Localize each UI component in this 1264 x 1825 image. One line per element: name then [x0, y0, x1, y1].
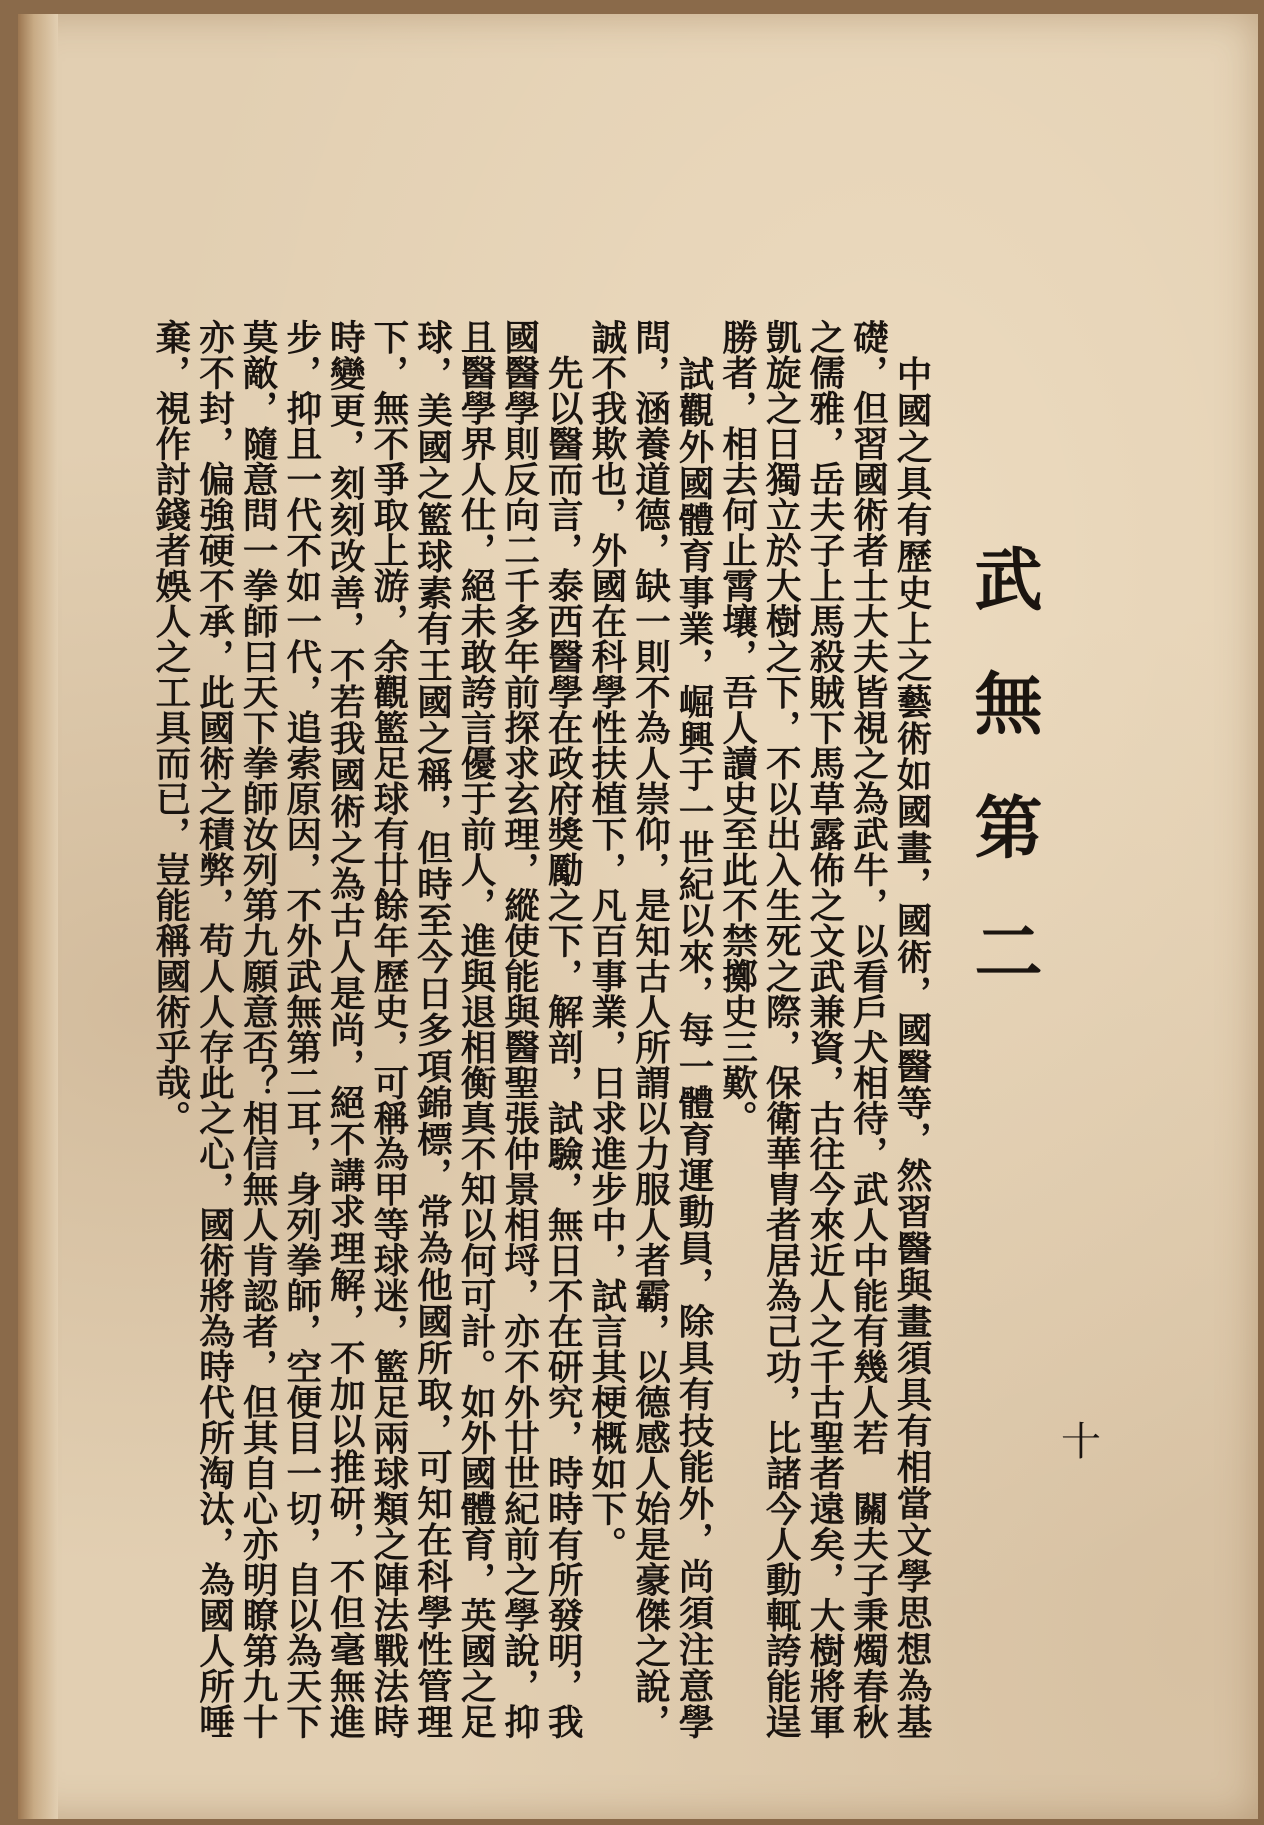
page — [18, 14, 1258, 1819]
book-spine-shadow — [18, 14, 58, 1819]
page-title: 武無第二 — [963, 544, 1043, 1040]
paragraph-1: 中國之具有歷史上之藝術如國畫，國術，國醫等，然習醫與畫須具有相當文學思想為基礎，但習國術者士大夫皆視之為武牛，以看戶犬相待，武人中能有幾人若 關夫子秉燭春秋之儒雅，岳夫子上馬殺賊下馬草露佈之文武兼資，古往今來近人之千古聖者遠矣，大樹將軍凱旋之日獨立於大樹之下，不以出入生死之際，保衛華胄者居為己功，比諸今人動輒誇能逞勝者，相去何止霄壤，吾人讀史至此不禁擲史三歎。 — [716, 319, 932, 1739]
paragraph-3: 先以醫而言，泰西醫學在政府獎勵之下，解剖，試驗，無日不在研究，時時有所發明，我國醫學則反向二千多年前探求玄理，縱使能與醫聖張仲景相埒，亦不外廿世紀前之學說，抑且醫學界人仕，絕未敢誇言優于前人，進與退相衡真不知以何可計。如外國體育，英國之足球，美國之籃球素有王國之稱，但時至今日多項錦標，常為他國所取，可知在科學性管理下，無不爭取上游，余觀籃足球有廿餘年歷史，可稱為甲等球迷，籃足兩球類之陣法戰法時時變更，刻刻改善，不若我國術之為古人是尚，絕不講求理解，不加以推研，不但毫無進步，抑且一代不如一代，追索原因，不外武無第二耳，身列拳師，空便目一切，自以為天下莫敵，隨意問一拳師曰天下拳師汝列第九願意否？相信無人肯認者，但其自心亦明瞭第九十亦不封，偏強硬不承，此國術之積弊，苟人人存此之心，國術將為時代所淘汰，為國人所唾棄，視作討錢者娛人之工具而已，豈能稱國術乎哉。 — [149, 319, 584, 1739]
body-text — [149, 319, 933, 1739]
page-number: 十 — [1061, 1419, 1101, 1465]
paragraph-2: 試觀外國體育事業，崛興于一世紀以來，每一體育運動員，除具有技能外，尚須注意學問，涵養道德，缺一則不為人崇仰，是知古人所謂以力服人者霸，以德感人始是豪傑之說，誠不我欺也，外國在科學性扶植下，凡百事業，日求進步中，試言其梗概如下。 — [585, 319, 715, 1739]
